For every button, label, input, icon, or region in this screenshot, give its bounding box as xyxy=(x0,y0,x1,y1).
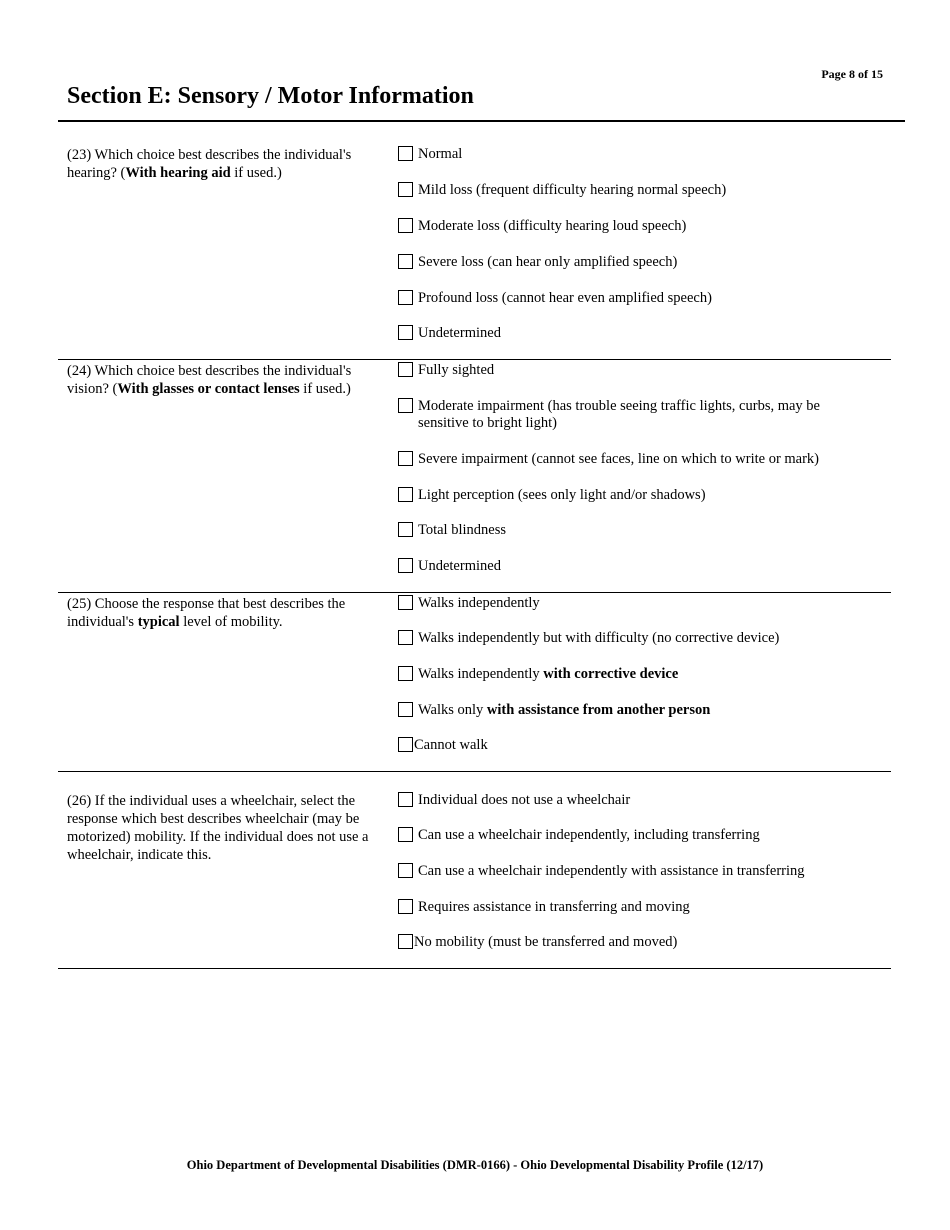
option-label: Profound loss (cannot hear even amplified speech) xyxy=(418,290,712,306)
question-25-emphasis: typical xyxy=(137,614,180,630)
checkbox[interactable] xyxy=(398,558,413,573)
title-divider xyxy=(58,120,905,122)
checkbox[interactable] xyxy=(398,218,413,233)
option-label xyxy=(398,702,868,719)
question-divider xyxy=(58,592,891,593)
option-label: Walks independently xyxy=(418,595,540,611)
vision-option-severe-impairment[interactable] xyxy=(398,451,868,468)
mobility-option-walks-independently[interactable] xyxy=(398,595,868,612)
option-label: No mobility (must be transferred and moved) xyxy=(414,934,678,950)
question-23-text: (23) Which choice best describes the individual's hearing? ( xyxy=(67,147,352,181)
option-label: Undetermined xyxy=(418,325,501,341)
checkbox[interactable] xyxy=(398,451,413,466)
wheelchair-option-requires-assistance[interactable] xyxy=(398,899,868,916)
vision-option-fully-sighted[interactable] xyxy=(398,362,868,379)
question-24-text: (24) Which choice best describes the individual's vision? ( xyxy=(67,363,352,397)
option-label-text: Walks only xyxy=(418,702,487,718)
hearing-option-severe-loss[interactable] xyxy=(398,254,868,271)
option-label: Total blindness xyxy=(418,522,506,538)
option-label-emphasis: with assistance from another person xyxy=(486,702,711,718)
question-24-emphasis: With glasses or contact lenses xyxy=(117,381,300,397)
option-label: Requires assistance in transferring and moving xyxy=(418,899,690,915)
question-24-text-end: if used.) xyxy=(299,381,351,397)
option-label: Normal xyxy=(418,146,463,162)
checkbox[interactable] xyxy=(398,362,413,377)
wheelchair-option-independent-transferring[interactable] xyxy=(398,827,868,844)
mobility-option-walks-with-difficulty[interactable] xyxy=(398,630,868,647)
question-25-text: (25) Choose the response that best describes the individual's xyxy=(67,596,346,630)
checkbox[interactable] xyxy=(398,398,413,413)
question-divider xyxy=(58,359,891,360)
option-label: Moderate impairment (has trouble seeing traffic lights, curbs, may be sensitive to bright light) xyxy=(418,398,820,431)
option-label: Mild loss (frequent difficulty hearing normal speech) xyxy=(418,182,727,198)
checkbox[interactable] xyxy=(398,630,413,645)
hearing-option-moderate-loss[interactable] xyxy=(398,218,868,235)
option-label: Individual does not use a wheelchair xyxy=(418,792,631,808)
page-footer: Ohio Department of Developmental Disabilities (DMR-0166) - Ohio Developmental Disability Profile (12/17) xyxy=(186,1158,764,1172)
question-26-wheelchair: (26) If the individual uses a wheelchair, select the response which best describes wheelchair (may be motorized) mobility. If the individual does not use a wheelchair, indicate this. xyxy=(67,793,369,863)
option-label-emphasis: with corrective device xyxy=(543,666,679,682)
option-label: Can use a wheelchair independently, including transferring xyxy=(418,827,760,843)
hearing-option-mild-loss[interactable] xyxy=(398,182,868,199)
question-25-text-end: level of mobility. xyxy=(179,614,283,630)
question-25-mobility xyxy=(67,595,382,631)
option-label: Can use a wheelchair independently with assistance in transferring xyxy=(418,863,805,879)
checkbox[interactable] xyxy=(398,827,413,842)
question-divider xyxy=(58,968,891,969)
checkbox[interactable] xyxy=(398,325,413,340)
question-23-emphasis: With hearing aid xyxy=(125,165,231,181)
checkbox[interactable] xyxy=(398,182,413,197)
question-24-vision xyxy=(67,362,382,398)
option-label: Severe loss (can hear only amplified speech) xyxy=(418,254,678,270)
checkbox[interactable] xyxy=(398,934,413,949)
checkbox[interactable] xyxy=(398,792,413,807)
option-label xyxy=(398,666,868,683)
option-label: Severe impairment (cannot see faces, line on which to write or mark) xyxy=(418,451,820,467)
mobility-option-corrective-device[interactable] xyxy=(398,666,868,683)
checkbox[interactable] xyxy=(398,595,413,610)
wheelchair-option-assistance-transferring[interactable] xyxy=(398,863,868,880)
vision-option-moderate-impairment[interactable] xyxy=(398,398,868,432)
wheelchair-option-does-not-use[interactable] xyxy=(398,792,868,809)
hearing-option-profound-loss[interactable] xyxy=(398,290,868,307)
option-label: Moderate loss (difficulty hearing loud speech) xyxy=(418,218,687,234)
option-label: Fully sighted xyxy=(418,362,495,378)
option-label: Cannot walk xyxy=(414,737,488,753)
vision-option-light-perception[interactable] xyxy=(398,487,868,504)
checkbox[interactable] xyxy=(398,737,413,752)
checkbox[interactable] xyxy=(398,702,413,717)
vision-option-total-blindness[interactable] xyxy=(398,522,868,539)
checkbox[interactable] xyxy=(398,863,413,878)
wheelchair-option-no-mobility[interactable] xyxy=(398,934,868,951)
hearing-option-normal[interactable] xyxy=(398,146,868,163)
option-label: Undetermined xyxy=(418,558,501,574)
checkbox[interactable] xyxy=(398,899,413,914)
mobility-option-cannot-walk[interactable] xyxy=(398,737,868,754)
checkbox[interactable] xyxy=(398,487,413,502)
checkbox[interactable] xyxy=(398,290,413,305)
checkbox[interactable] xyxy=(398,146,413,161)
question-23-hearing xyxy=(67,146,382,182)
question-23-text-end: if used.) xyxy=(230,165,282,181)
checkbox[interactable] xyxy=(398,666,413,681)
section-title: Section E: Sensory / Motor Information xyxy=(67,83,474,109)
page-number: Page 8 of 15 xyxy=(821,67,883,81)
hearing-option-undetermined[interactable] xyxy=(398,325,868,342)
option-label: Light perception (sees only light and/or shadows) xyxy=(418,487,706,503)
checkbox[interactable] xyxy=(398,254,413,269)
question-divider xyxy=(58,771,891,772)
vision-option-undetermined[interactable] xyxy=(398,558,868,575)
checkbox[interactable] xyxy=(398,522,413,537)
option-label: Walks independently but with difficulty (no corrective device) xyxy=(418,630,780,646)
option-label-text: Walks independently xyxy=(418,666,544,682)
mobility-option-assistance-another-person[interactable] xyxy=(398,702,868,719)
